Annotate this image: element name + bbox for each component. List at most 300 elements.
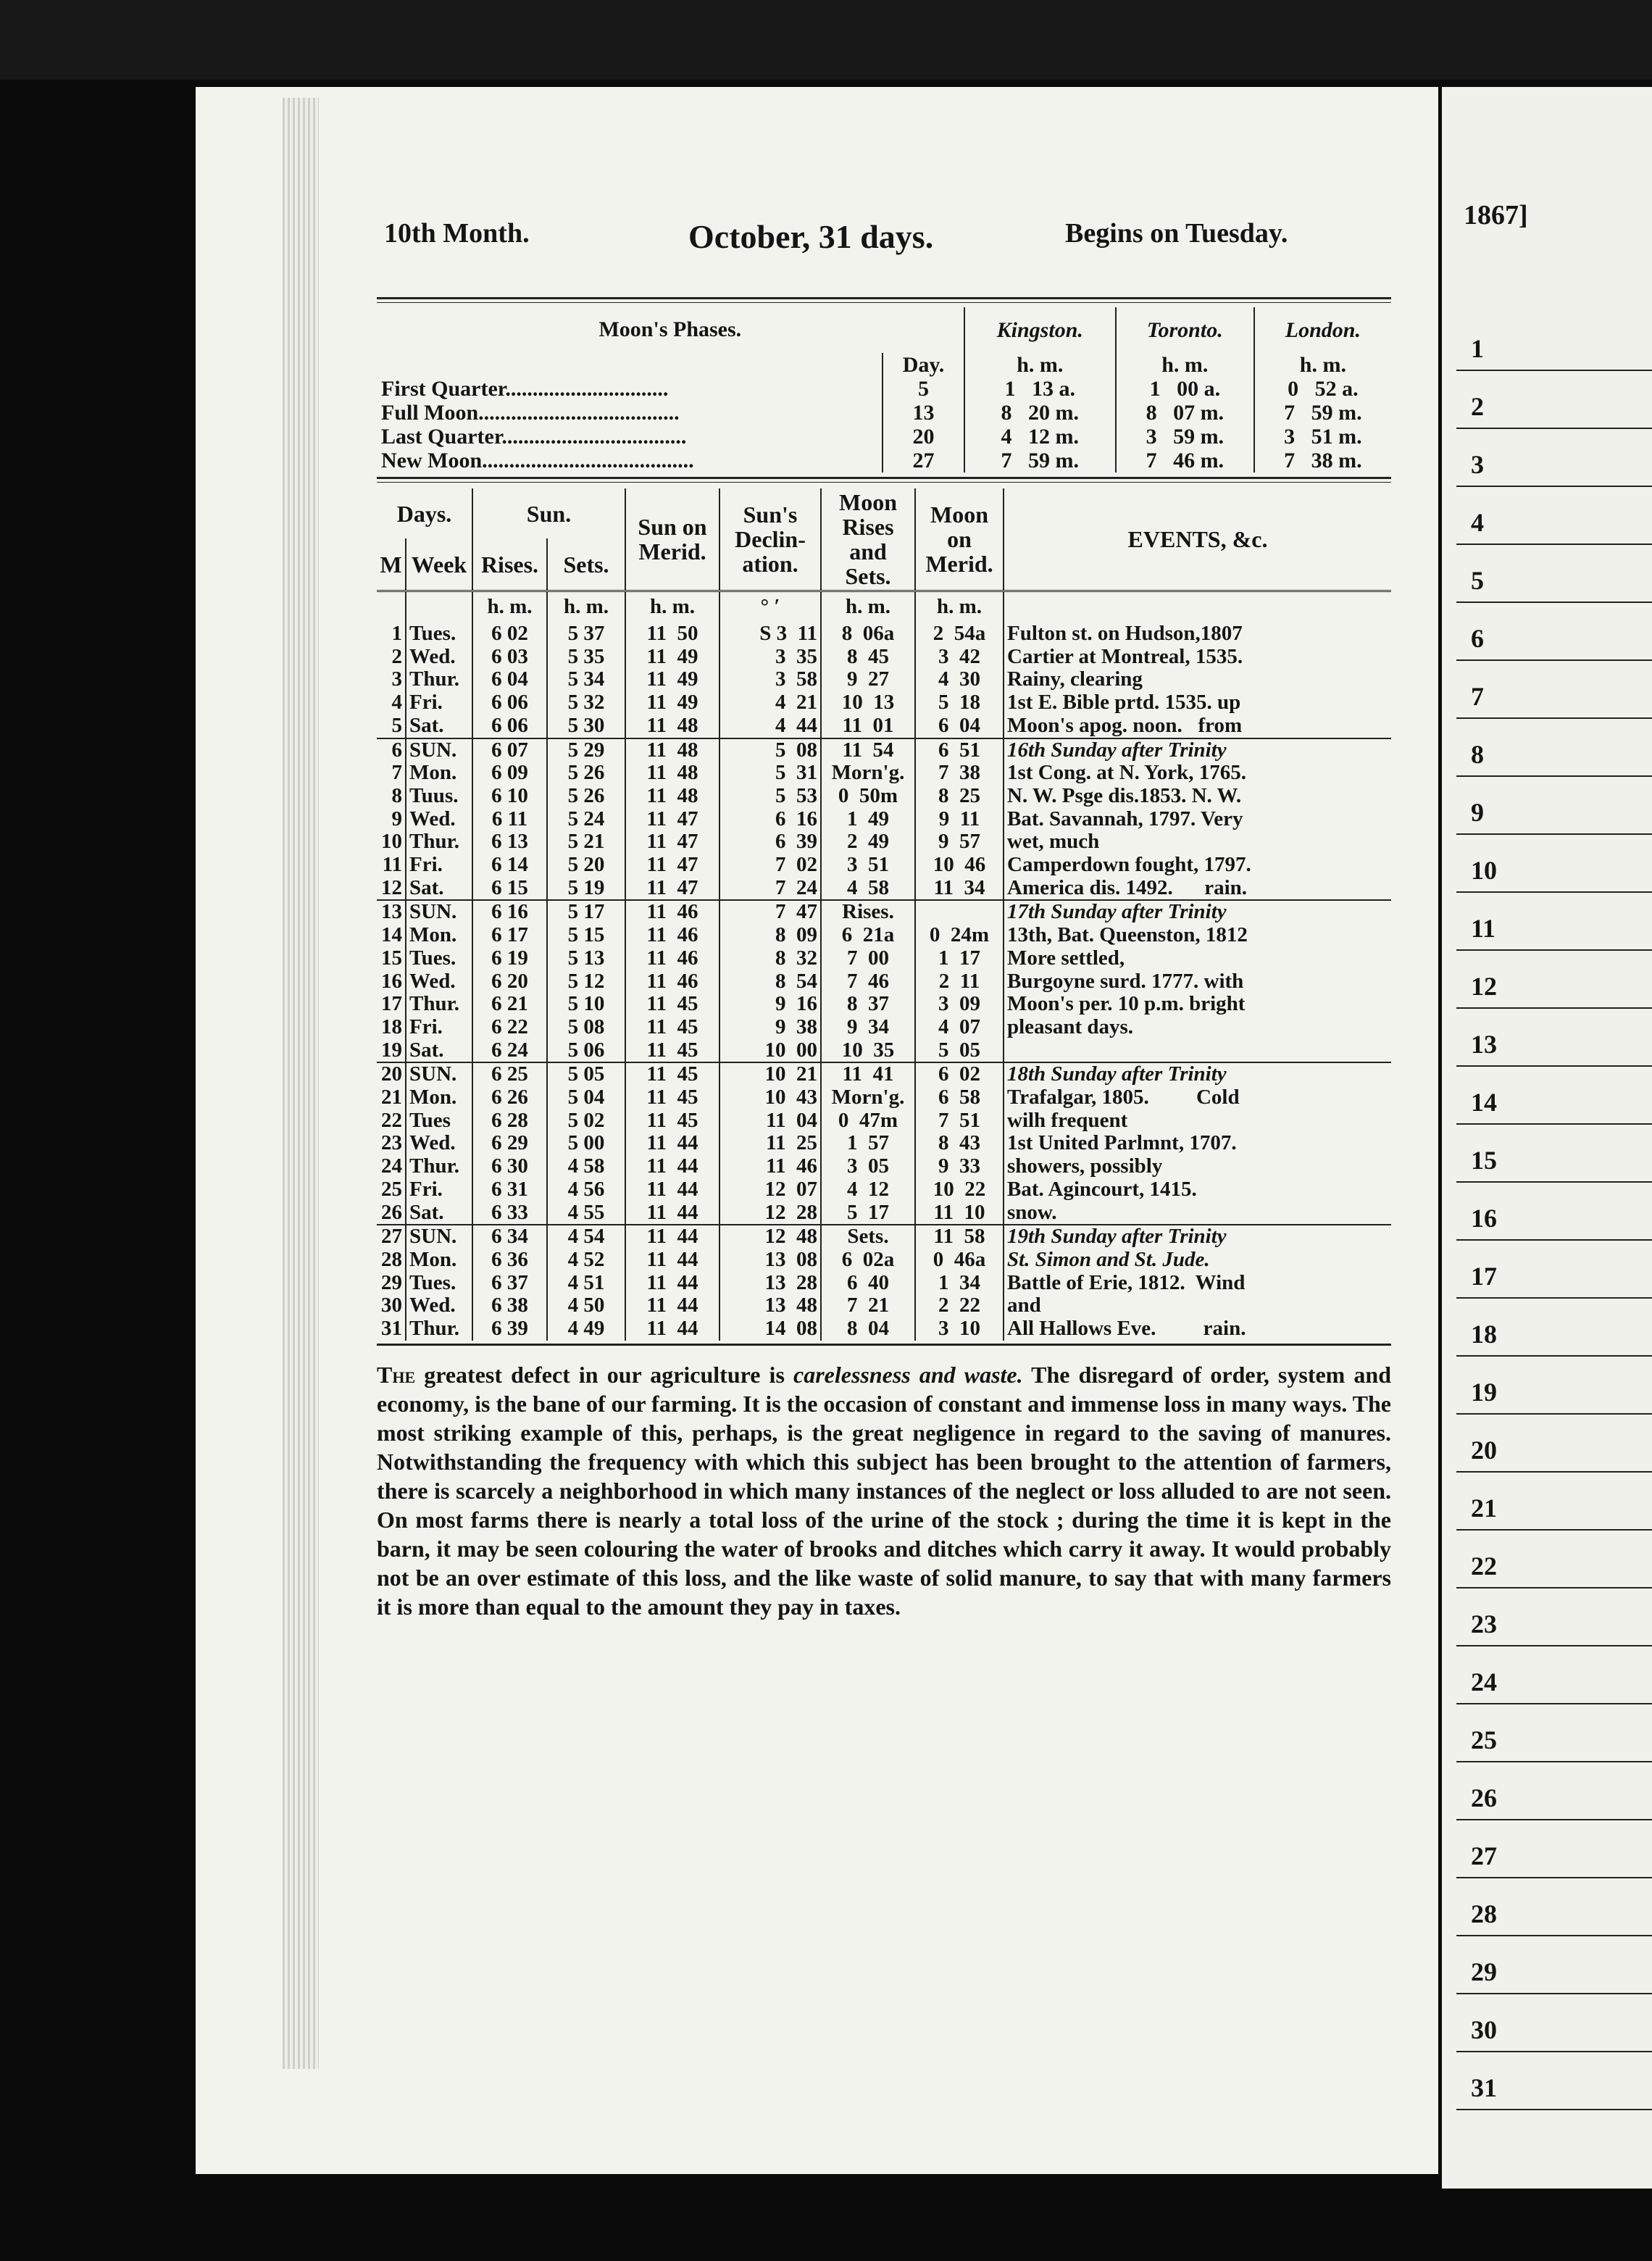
- right-page-rule: [1456, 775, 1652, 777]
- day-row: [377, 1272, 1391, 1295]
- phases-rule: [377, 477, 1391, 483]
- sun-sets: 5 21: [547, 830, 625, 854]
- sun-rises: 6 07: [472, 738, 547, 762]
- right-page-rule: [1456, 2051, 1652, 2052]
- day-row: [377, 947, 1391, 970]
- right-page-day: 9: [1471, 798, 1484, 827]
- day-row: [377, 1086, 1391, 1109]
- right-page-rule: [1456, 1703, 1652, 1704]
- day-number: 18: [381, 1015, 402, 1038]
- film-border: [0, 0, 1652, 80]
- event-text: Camperdown fought, 1797.: [1004, 854, 1391, 877]
- sun-rises: 6 29: [472, 1132, 547, 1155]
- right-page-day: 5: [1471, 566, 1484, 595]
- day-of-week: Fri.: [406, 854, 472, 877]
- event-text: Bat. Agincourt, 1415.: [1004, 1178, 1391, 1202]
- phase-kingston: 1 13 a.: [964, 377, 1116, 401]
- sun-sets: 4 56: [547, 1178, 625, 1202]
- phase-toronto: 7 46 m.: [1116, 449, 1254, 472]
- day-row: [377, 1294, 1391, 1317]
- right-page-day: 15: [1471, 1146, 1497, 1175]
- sun-meridian: 11 47: [625, 877, 719, 901]
- sun-sets: 5 05: [547, 1062, 625, 1086]
- sun-meridian: 11 49: [625, 668, 719, 691]
- sun-rises: 6 03: [472, 646, 547, 669]
- sun-meridian: 11 49: [625, 691, 719, 715]
- day-number: 5: [391, 713, 402, 737]
- moon-meridian: 0 24m: [915, 924, 1004, 947]
- sun-sets: 5 26: [547, 785, 625, 808]
- moon-meridian: 9 33: [915, 1155, 1004, 1178]
- day-row: [377, 1178, 1391, 1202]
- moon-rise-set: 7 21: [821, 1294, 915, 1317]
- day-of-week: Mon.: [406, 924, 472, 947]
- moon-meridian: 6 58: [915, 1086, 1004, 1109]
- sun-rises: 6 19: [472, 947, 547, 970]
- sun-sets: 5 20: [547, 854, 625, 877]
- day-of-week: SUN.: [406, 1225, 472, 1249]
- sun-rises: 6 25: [472, 1062, 547, 1086]
- right-page-day: 27: [1471, 1841, 1497, 1870]
- sun-rises: 6 21: [472, 993, 547, 1016]
- phase-row: [377, 449, 1391, 472]
- paragraph-part1: greatest defect in our agriculture is: [415, 1361, 793, 1388]
- day-row: [377, 970, 1391, 994]
- sun-meridian: 11 45: [625, 993, 719, 1016]
- right-page-rule: [1456, 1935, 1652, 1936]
- right-page-rule: [1456, 949, 1652, 951]
- events-heading: EVENTS, &c.: [1004, 488, 1391, 591]
- right-page-rule: [1456, 1471, 1652, 1473]
- day-of-week: Sat.: [406, 1039, 472, 1063]
- sun-declination: 14 08: [719, 1317, 821, 1341]
- unit-mmer: h. m.: [915, 591, 1004, 623]
- event-text: pleasant days.: [1004, 1016, 1391, 1039]
- event-text: 16th Sunday after Trinity: [1004, 738, 1391, 762]
- day-number: 21: [381, 1086, 402, 1109]
- day-of-week: Mon.: [406, 762, 472, 785]
- day-of-week: Sat.: [406, 1202, 472, 1225]
- day-of-week: SUN.: [406, 738, 472, 762]
- sun-sets: 4 49: [547, 1317, 625, 1341]
- moon-meridian: 1 34: [915, 1272, 1004, 1295]
- moon-rise-set: 8 37: [821, 993, 915, 1016]
- unit-sets: h. m.: [547, 591, 625, 623]
- phase-kingston: 8 20 m.: [964, 401, 1116, 425]
- right-page-rule: [1456, 1181, 1652, 1183]
- sun-declination: 9 38: [719, 1016, 821, 1039]
- sun-declination: 10 21: [719, 1062, 821, 1086]
- unit-rises: h. m.: [472, 591, 547, 623]
- event-text: Moon's apog. noon. from: [1004, 715, 1391, 738]
- sun-declination: 9 16: [719, 993, 821, 1016]
- day-row: [377, 1202, 1391, 1225]
- right-page-day: 1: [1471, 334, 1484, 363]
- sun-sets: 5 00: [547, 1132, 625, 1155]
- sun-rises: 6 31: [472, 1178, 547, 1202]
- sun-declination: 8 09: [719, 924, 821, 947]
- sun-declination: 12 07: [719, 1178, 821, 1202]
- event-text: 1st Cong. at N. York, 1765.: [1004, 762, 1391, 785]
- event-text: St. Simon and St. Jude.: [1004, 1249, 1391, 1272]
- right-page-day: 28: [1471, 1899, 1497, 1928]
- day-of-week: Tues.: [406, 622, 472, 646]
- sun-sets: 4 55: [547, 1202, 625, 1225]
- day-of-week: Wed.: [406, 808, 472, 831]
- right-page-rule: [1456, 1877, 1652, 1878]
- moon-meridian: 6 51: [915, 738, 1004, 762]
- moon-meridian: 4 30: [915, 668, 1004, 691]
- right-page-year: 1867]: [1464, 200, 1528, 230]
- moon-rise-set: 4 12: [821, 1178, 915, 1202]
- phase-row: [377, 401, 1391, 425]
- day-number: 6: [377, 738, 406, 762]
- sun-rises: 6 10: [472, 785, 547, 808]
- sun-rises: 6 09: [472, 762, 547, 785]
- phase-name: Last Quarter..................................: [381, 425, 687, 449]
- sun-meridian: 11 44: [625, 1272, 719, 1295]
- event-text: 1st United Parlmnt, 1707.: [1004, 1132, 1391, 1155]
- right-page-day: 30: [1471, 2015, 1497, 2044]
- sun-declination: 4 44: [719, 715, 821, 738]
- moon-rise-set: 11 54: [821, 738, 915, 762]
- day-of-week: Fri.: [406, 691, 472, 715]
- moon-rise-set: Sets.: [821, 1225, 915, 1249]
- event-text: Battle of Erie, 1812. Wind: [1004, 1272, 1391, 1295]
- moon-rise-set: 6 40: [821, 1272, 915, 1295]
- moon-rise-set: Morn'g.: [821, 762, 915, 785]
- sun-rises: 6 15: [472, 877, 547, 901]
- moon-meridian: [915, 900, 1004, 924]
- sun-meridian: 11 45: [625, 1062, 719, 1086]
- moon-rise-set: 1 57: [821, 1132, 915, 1155]
- calendar-rule: [377, 1344, 1391, 1347]
- right-page-rule: [1456, 1065, 1652, 1067]
- day-number: 26: [381, 1200, 402, 1224]
- right-page-day: 16: [1471, 1204, 1497, 1233]
- agriculture-paragraph: [377, 1360, 1391, 1621]
- sun-heading: Sun.: [472, 488, 625, 538]
- sun-declination: 5 53: [719, 785, 821, 808]
- day-row: [377, 785, 1391, 808]
- sun-declination: 7 24: [719, 877, 821, 901]
- moon-meridian: 10 46: [915, 854, 1004, 877]
- moon-meridian: 9 11: [915, 808, 1004, 831]
- sun-meridian: 11 44: [625, 1317, 719, 1341]
- moon-meridian: 2 54a: [915, 622, 1004, 646]
- day-of-week: Thur.: [406, 1155, 472, 1178]
- phase-london: 0 52 a.: [1254, 377, 1391, 401]
- phase-toronto: 1 00 a.: [1116, 377, 1254, 401]
- moon-rise-set: 3 05: [821, 1155, 915, 1178]
- header-rule: [377, 297, 1391, 303]
- sun-declination: 11 46: [719, 1155, 821, 1178]
- event-text: wilh frequent: [1004, 1109, 1391, 1133]
- moon-rise-set: 2 49: [821, 830, 915, 854]
- sun-rises: 6 34: [472, 1225, 547, 1249]
- right-page-day: 19: [1471, 1378, 1497, 1407]
- sun-declination: 7 02: [719, 854, 821, 877]
- sun-declination: 12 28: [719, 1202, 821, 1225]
- day-number: 19: [381, 1038, 402, 1062]
- sun-rises: 6 24: [472, 1039, 547, 1063]
- day-number: 29: [381, 1270, 402, 1294]
- sun-rises: 6 13: [472, 830, 547, 854]
- sun-sets: 5 19: [547, 877, 625, 901]
- moon-meridian: 7 51: [915, 1109, 1004, 1133]
- sun-sets: 5 37: [547, 622, 625, 646]
- sun-sets: 5 35: [547, 646, 625, 669]
- moon-rise-set: 7 46: [821, 970, 915, 994]
- moon-rises-heading: Moon Rises and Sets.: [821, 488, 915, 591]
- day-row: [377, 622, 1391, 646]
- day-number: 4: [391, 691, 402, 715]
- sun-rises: 6 26: [472, 1086, 547, 1109]
- sun-meridian: 11 46: [625, 900, 719, 924]
- day-row: [377, 1039, 1391, 1063]
- phase-kingston: 4 12 m.: [964, 425, 1116, 449]
- units-kingston: h. m.: [964, 353, 1116, 377]
- right-page-day: 8: [1471, 740, 1484, 769]
- phase-name: First Quarter..............................: [381, 377, 669, 401]
- event-text: wet, much: [1004, 830, 1391, 854]
- moon-rise-set: Rises.: [821, 900, 915, 924]
- day-number: 8: [391, 783, 402, 807]
- day-row: [377, 1249, 1391, 1272]
- sun-declination: 3 35: [719, 646, 821, 669]
- sun-rises: 6 22: [472, 1016, 547, 1039]
- sun-declination: 4 21: [719, 691, 821, 715]
- sun-meridian: 11 44: [625, 1225, 719, 1249]
- moon-rise-set: 3 51: [821, 854, 915, 877]
- day-number: 15: [381, 946, 402, 970]
- right-page-rule: [1456, 1587, 1652, 1588]
- right-page-day: 11: [1471, 914, 1496, 943]
- sun-meridian: 11 45: [625, 1016, 719, 1039]
- day-number: 13: [377, 900, 406, 924]
- right-page-rule: [1456, 1645, 1652, 1646]
- sun-rises: 6 20: [472, 970, 547, 994]
- right-page-day: 20: [1471, 1436, 1497, 1465]
- day-number: 1: [391, 622, 402, 645]
- day-row: [377, 691, 1391, 715]
- sun-meridian: 11 44: [625, 1132, 719, 1155]
- moon-meridian: 4 07: [915, 1016, 1004, 1039]
- page-title: October, 31 days.: [688, 218, 934, 255]
- moon-meridian: 7 38: [915, 762, 1004, 785]
- day-row: [377, 830, 1391, 854]
- day-row: [377, 1062, 1391, 1086]
- city-london: London.: [1254, 307, 1391, 353]
- right-page-day: 12: [1471, 972, 1497, 1001]
- sun-rises: 6 39: [472, 1317, 547, 1341]
- day-of-week: Thur.: [406, 1317, 472, 1341]
- event-text: Fulton st. on Hudson,1807: [1004, 622, 1391, 646]
- paragraph-emphasis: carelessness and waste.: [793, 1361, 1023, 1388]
- sun-declination: 13 28: [719, 1272, 821, 1295]
- right-page-rule: [1456, 1355, 1652, 1357]
- day-row: [377, 715, 1391, 738]
- moon-rise-set: 10 35: [821, 1039, 915, 1063]
- sun-meridian: 11 46: [625, 947, 719, 970]
- sun-sets: 5 10: [547, 993, 625, 1016]
- phases-heading: Moon's Phases.: [598, 317, 742, 341]
- moon-rise-set: 7 00: [821, 947, 915, 970]
- sun-rises: 6 06: [472, 715, 547, 738]
- day-number: 14: [381, 923, 402, 947]
- sun-declination: 13 08: [719, 1249, 821, 1272]
- event-text: America dis. 1492. rain.: [1004, 877, 1391, 901]
- day-row: [377, 900, 1391, 924]
- right-page-day: 13: [1471, 1030, 1497, 1059]
- moon-phases-table: [377, 307, 1391, 472]
- sun-declination: 6 16: [719, 808, 821, 831]
- unit-merid: h. m.: [625, 591, 719, 623]
- day-row: [377, 1225, 1391, 1249]
- event-text: showers, possibly: [1004, 1155, 1391, 1178]
- sun-declination: 7 47: [719, 900, 821, 924]
- sun-rises: 6 11: [472, 808, 547, 831]
- right-page-rule: [1456, 2109, 1652, 2110]
- calendar-table: [377, 488, 1391, 1341]
- day-row: [377, 738, 1391, 762]
- day-of-week: Sat.: [406, 877, 472, 901]
- page-edges: [283, 98, 319, 2069]
- event-text: 19th Sunday after Trinity: [1004, 1225, 1391, 1249]
- right-page-rule: [1456, 1297, 1652, 1299]
- phase-day: 27: [883, 449, 964, 472]
- moon-meridian: 11 58: [915, 1225, 1004, 1249]
- sun-sets: 4 52: [547, 1249, 625, 1272]
- sun-rises: 6 17: [472, 924, 547, 947]
- right-page-rule: [1456, 891, 1652, 893]
- day-of-week: Wed.: [406, 970, 472, 994]
- sun-sets: 5 13: [547, 947, 625, 970]
- sun-meridian: 11 45: [625, 1086, 719, 1109]
- sun-sets: 5 15: [547, 924, 625, 947]
- sun-rises: 6 36: [472, 1249, 547, 1272]
- sun-meridian: 11 46: [625, 924, 719, 947]
- right-page-rule: [1456, 717, 1652, 719]
- moon-meridian: 11 34: [915, 877, 1004, 901]
- day-of-week: Wed.: [406, 1132, 472, 1155]
- sun-meridian: 11 46: [625, 970, 719, 994]
- day-row: [377, 1155, 1391, 1178]
- right-page-rule: [1456, 1413, 1652, 1415]
- moon-rise-set: 6 21a: [821, 924, 915, 947]
- phase-kingston: 7 59 m.: [964, 449, 1116, 472]
- sun-meridian: 11 44: [625, 1294, 719, 1317]
- sun-meridian: 11 48: [625, 738, 719, 762]
- sun-sets: 5 04: [547, 1086, 625, 1109]
- right-page-rule: [1456, 428, 1652, 429]
- day-number: 22: [381, 1108, 402, 1132]
- sun-rises: 6 04: [472, 668, 547, 691]
- day-of-week: Thur.: [406, 830, 472, 854]
- sun-meridian: 11 48: [625, 785, 719, 808]
- event-text: Burgoyne surd. 1777. with: [1004, 970, 1391, 994]
- event-text: Trafalgar, 1805. Cold: [1004, 1086, 1391, 1109]
- day-number: 28: [381, 1247, 402, 1271]
- sun-declination: 5 08: [719, 738, 821, 762]
- moon-rise-set: 8 06a: [821, 622, 915, 646]
- event-text: Moon's per. 10 p.m. bright: [1004, 993, 1391, 1016]
- event-text: and: [1004, 1294, 1391, 1317]
- sun-sets: 5 17: [547, 900, 625, 924]
- day-number: 7: [391, 761, 402, 785]
- day-row: [377, 762, 1391, 785]
- sun-sets: 5 32: [547, 691, 625, 715]
- day-number: 23: [381, 1131, 402, 1155]
- day-number: 30: [381, 1294, 402, 1317]
- right-page-day: 2: [1471, 392, 1484, 421]
- moon-rise-set: 10 13: [821, 691, 915, 715]
- sun-rises: 6 30: [472, 1155, 547, 1178]
- day-number: 24: [381, 1154, 402, 1178]
- sun-sets: 4 50: [547, 1294, 625, 1317]
- day-of-week: Fri.: [406, 1016, 472, 1039]
- sun-sets: 4 58: [547, 1155, 625, 1178]
- moon-rise-set: 9 34: [821, 1016, 915, 1039]
- day-number: 31: [381, 1317, 402, 1341]
- unit-moon: h. m.: [821, 591, 915, 623]
- sun-meridian: 11 44: [625, 1155, 719, 1178]
- moon-meridian: 6 02: [915, 1062, 1004, 1086]
- event-text: More settled,: [1004, 947, 1391, 970]
- moon-rise-set: 0 50m: [821, 785, 915, 808]
- moon-rise-set: 8 45: [821, 646, 915, 669]
- moon-rise-set: 8 04: [821, 1317, 915, 1341]
- phase-london: 7 59 m.: [1254, 401, 1391, 425]
- moon-meridian: 2 22: [915, 1294, 1004, 1317]
- units-toronto: h. m.: [1116, 353, 1254, 377]
- right-page-day: 22: [1471, 1552, 1497, 1581]
- sun-sets: 5 02: [547, 1109, 625, 1133]
- day-of-week: Tuus.: [406, 785, 472, 808]
- sun-meridian: 11 50: [625, 622, 719, 646]
- sun-rises: 6 33: [472, 1202, 547, 1225]
- day-of-week: SUN.: [406, 1062, 472, 1086]
- moon-meridian: 5 18: [915, 691, 1004, 715]
- event-text: Rainy, clearing: [1004, 668, 1391, 691]
- paragraph-lead: The: [377, 1361, 416, 1388]
- sun-rises: 6 14: [472, 854, 547, 877]
- right-page-day: 23: [1471, 1610, 1497, 1639]
- right-page-day: 10: [1471, 856, 1497, 885]
- day-row: [377, 1132, 1391, 1155]
- city-toronto: Toronto.: [1116, 307, 1254, 353]
- sun-sets: 5 08: [547, 1016, 625, 1039]
- sun-meridian: 11 47: [625, 830, 719, 854]
- day-of-week: Tues: [406, 1109, 472, 1133]
- unit-decl: ° ′: [719, 591, 821, 623]
- phase-name: Full Moon.....................................: [381, 401, 680, 425]
- sun-declination: 13 48: [719, 1294, 821, 1317]
- begins-label: Begins on Tuesday.: [1065, 218, 1288, 249]
- day-row: [377, 1016, 1391, 1039]
- moon-meridian: 9 57: [915, 830, 1004, 854]
- day-of-week: Mon.: [406, 1249, 472, 1272]
- right-page-day: 21: [1471, 1494, 1497, 1523]
- sun-meridian: 11 44: [625, 1202, 719, 1225]
- phase-row: [377, 377, 1391, 401]
- moon-rise-set: 4 58: [821, 877, 915, 901]
- phase-row: [377, 425, 1391, 449]
- sun-meridian: 11 45: [625, 1039, 719, 1063]
- event-text: N. W. Psge dis.1853. N. W.: [1004, 785, 1391, 808]
- right-page-rule: [1456, 1993, 1652, 1994]
- right-page-day: 24: [1471, 1667, 1497, 1696]
